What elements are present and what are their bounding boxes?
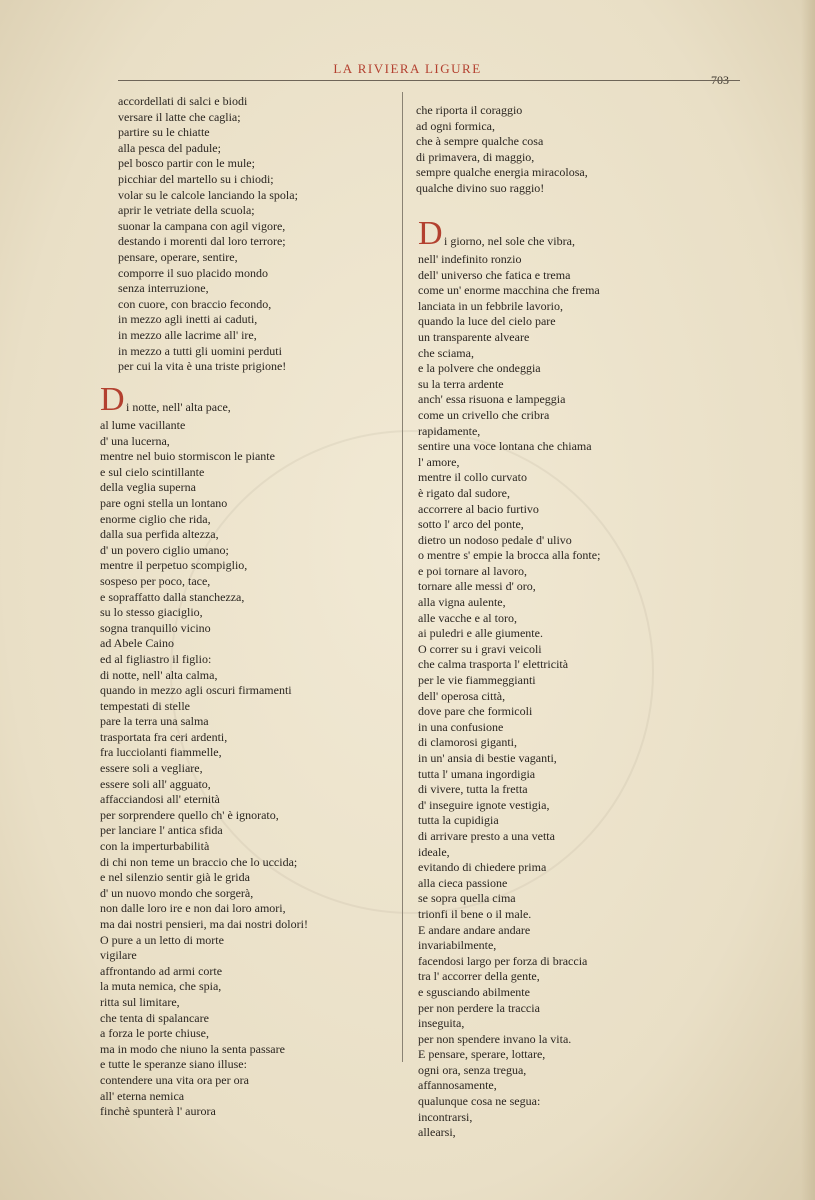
poem-line: tra l' accorrer della gente, [418, 969, 540, 984]
poem-column-right-top [416, 103, 588, 197]
poem-line: e nel silenzio sentir già le grida [100, 870, 250, 885]
poem-line: in mezzo a tutti gli uomini perduti [118, 343, 282, 358]
poem-line: su lo stesso giaciglio, [100, 605, 203, 620]
poem-line: lanciata in un febbrile lavorio, [418, 298, 563, 313]
poem-line: di notte, nell' alta calma, [100, 667, 218, 682]
poem-line: mentre il perpetuo scompiglio, [100, 558, 248, 573]
poem-line: l' amore, [418, 454, 460, 469]
poem-line: contendere una vita ora per ora [100, 1072, 249, 1087]
poem-line: mentre nel buio stormiscon le piante [100, 449, 275, 464]
poem-line: tutta l' umana ingordigia [418, 766, 536, 781]
stanza-lines [100, 418, 308, 1120]
poem-line: e tutte le speranze siano illuse: [100, 1057, 247, 1072]
poem-line: e poi tornare al lavoro, [418, 563, 527, 578]
poem-line: d' una lucerna, [100, 433, 170, 448]
poem-line: in un' ansia di bestie vaganti, [418, 751, 557, 765]
poem-line: fra lucciolanti fiammelle, [100, 745, 222, 760]
poem-line: accordellati di salci e biodi [118, 94, 248, 108]
poem-line: rapidamente, [418, 423, 481, 438]
poem-line: pel bosco partir con le mule; [118, 156, 255, 171]
poem-line: con cuore, con braccio fecondo, [118, 296, 272, 311]
poem-line: che calma trasporta l' elettricità [418, 657, 569, 672]
poem-line: tempestati di stelle [100, 698, 190, 713]
poem-line: comporre il suo placido mondo [118, 265, 268, 280]
poem-line: quando la luce del cielo pare [418, 314, 556, 329]
poem-line: come un crivello che cribra [418, 407, 550, 422]
stanza-first-line: i giorno, nel sole che vibra, [444, 234, 575, 248]
poem-line: dell' universo che fatica e trema [418, 267, 571, 282]
poem-column-left-stanza [100, 381, 308, 1120]
poem-line: dove pare che formicoli [418, 704, 533, 719]
drop-cap-letter: D [418, 215, 443, 252]
poem-line: e sopraffatto dalla stanchezza, [100, 589, 245, 604]
poem-line: sotto l' arco del ponte, [418, 517, 524, 532]
poem-line: di chi non teme un braccio che lo uccida; [100, 854, 298, 869]
poem-column-left-top [118, 94, 298, 375]
poem-line: sentire una voce lontana che chiama [418, 439, 592, 454]
poem-line: la muta nemica, che spia, [100, 979, 222, 994]
poem-line: picchiar del martello su i chiodi; [118, 171, 274, 186]
poem-line: alla cieca passione [418, 875, 508, 890]
poem-line: se sopra quella cima [418, 891, 516, 906]
header-rule [118, 80, 740, 81]
running-header-title: LA RIVIERA LIGURE [333, 61, 482, 76]
poem-line: dietro un nodoso pedale d' ulivo [418, 532, 572, 547]
poem-line: inseguita, [418, 1016, 465, 1031]
poem-line: invariabilmente, [418, 938, 497, 953]
poem-line: pare la terra una salma [100, 714, 209, 729]
poem-line: O pure a un letto di morte [100, 932, 224, 947]
poem-line: che sciama, [418, 345, 474, 360]
poem-line: e sul cielo scintillante [100, 464, 205, 479]
poem-line: per sorprendere quello ch' è ignorato, [100, 807, 279, 822]
poem-line: O correr su i gravi veicoli [418, 641, 542, 656]
poem-line: ma dai nostri pensieri, ma dai nostri dolori! [100, 917, 308, 931]
poem-line: qualche divino suo raggio! [416, 180, 545, 195]
poem-line: all' eterna nemica [100, 1088, 185, 1103]
poem-line: enorme ciglio che rida, [100, 511, 211, 526]
poem-line: ai puledri e alle giumente. [418, 626, 543, 641]
poem-line: evitando di chiedere prima [418, 860, 547, 875]
poem-line: sempre qualche energia miracolosa, [416, 165, 588, 180]
poem-line: nell' indefinito ronzio [418, 252, 522, 266]
poem-line: partire su le chiatte [118, 125, 210, 140]
poem-line: di primavera, di maggio, [416, 149, 535, 164]
drop-cap-letter: D [100, 381, 125, 418]
poem-line: E pensare, sperare, lottare, [418, 1047, 546, 1062]
poem-line: con la imperturbabilità [100, 839, 210, 854]
poem-line: finchè spunterà l' aurora [100, 1104, 216, 1119]
poem-line: un transparente alveare [418, 329, 530, 344]
poem-line: alla vigna aulente, [418, 595, 506, 610]
poem-line: aprir le vetriate della scuola; [118, 203, 255, 218]
poem-line: di vivere, tutta la fretta [418, 782, 528, 797]
poem-line: versare il latte che caglia; [118, 109, 241, 124]
poem-line: di arrivare presto a una vetta [418, 828, 555, 843]
poem-line: incontrarsi, [418, 1109, 473, 1124]
poem-line: accorrere al bacio furtivo [418, 501, 539, 516]
poem-line: ed al figliastro il figlio: [100, 651, 212, 666]
poem-line: che riporta il coraggio [416, 103, 523, 117]
poem-line: su la terra ardente [418, 376, 504, 391]
poem-line: dell' operosa città, [418, 688, 506, 703]
poem-line: alla pesca del padule; [118, 140, 221, 155]
poem-line: mentre il collo curvato [418, 470, 527, 485]
poem-line: della veglia superna [100, 480, 196, 495]
stanza-opening [418, 215, 600, 252]
poem-line: d' un nuovo mondo che sorgerà, [100, 885, 254, 900]
poem-line: ad Abele Caino [100, 636, 174, 651]
poem-line: affrontando ad armi corte [100, 963, 223, 978]
poem-line: per cui la vita è una triste prigione! [118, 359, 287, 374]
poem-line: ma in modo che niuno la senta passare [100, 1041, 285, 1056]
stanza-lines [418, 252, 600, 1141]
poem-line: ogni ora, senza tregua, [418, 1062, 527, 1077]
poem-line: vigilare [100, 948, 137, 963]
poem-line: per lanciare l' antica sfida [100, 823, 223, 838]
stanza-first-line: i notte, nell' alta pace, [126, 400, 231, 414]
poem-line: essere soli a vegliare, [100, 761, 203, 776]
poem-line: quando in mezzo agli oscuri firmamenti [100, 683, 292, 698]
poem-line: trasportata fra ceri ardenti, [100, 729, 228, 744]
poem-line: destando i morenti dal loro terrore; [118, 234, 286, 249]
poem-line: affacciandosi all' eternità [100, 792, 220, 807]
poem-line: ad ogni formica, [416, 118, 495, 133]
poem-line: che tenta di spalancare [100, 1010, 209, 1025]
poem-line: alle vacche e al toro, [418, 610, 517, 625]
poem-line: E andare andare andare [418, 922, 531, 937]
poem-line: in mezzo agli inetti ai caduti, [118, 312, 258, 327]
poem-line: allearsi, [418, 1125, 456, 1140]
poem-line: che à sempre qualche cosa [416, 134, 544, 149]
poem-line: essere soli all' agguato, [100, 776, 211, 791]
page-number: 703 [711, 73, 729, 87]
poem-line: sospeso per poco, tace, [100, 573, 211, 588]
poem-line: in una confusione [418, 719, 504, 734]
poem-line: sogna tranquillo vicino [100, 620, 211, 635]
column-divider [402, 92, 403, 1062]
poem-line: d' un povero ciglio umano; [100, 542, 229, 557]
stanza-opening [100, 381, 308, 418]
poem-line: e sgusciando abilmente [418, 984, 530, 999]
poem-line: volar su le calcole lanciando la spola; [118, 187, 298, 202]
poem-line: tutta la cupidigia [418, 813, 499, 828]
poem-line: in mezzo alle lacrime all' ire, [118, 327, 257, 342]
poem-column-right-stanza [418, 215, 601, 1141]
poem-line: senza interruzione, [118, 281, 209, 296]
poem-line: per le vie fiammeggianti [418, 673, 536, 688]
poem-line: ritta sul limitare, [100, 994, 180, 1009]
poem-line: al lume vacillante [100, 418, 186, 432]
poem-line: non dalle loro ire e non dai loro amori, [100, 901, 286, 916]
poem-line: facendosi largo per forza di braccia [418, 953, 588, 968]
poem-line: pare ogni stella un lontano [100, 495, 228, 510]
page-edge-shadow [801, 0, 815, 1200]
poem-line: d' inseguire ignote vestigia, [418, 797, 550, 812]
poem-line: trionfi il bene o il male. [418, 906, 532, 921]
poem-line: come un' enorme macchina che frema [418, 283, 600, 298]
poem-line: qualunque cosa ne segua: [418, 1094, 541, 1109]
poem-line: a forza le porte chiuse, [100, 1026, 209, 1041]
poem-line: e la polvere che ondeggia [418, 361, 541, 376]
poem-line: di clamorosi giganti, [418, 735, 517, 750]
poem-line: ideale, [418, 844, 450, 859]
poem-line: tornare alle messi d' oro, [418, 579, 536, 594]
poem-line: suonar la campana con agil vigore, [118, 218, 286, 233]
poem-line: dalla sua perfida altezza, [100, 527, 219, 542]
poem-line: per non perdere la traccia [418, 1000, 540, 1015]
poem-line: affannosamente, [418, 1078, 497, 1093]
poem-line: per non spendere invano la vita. [418, 1031, 572, 1046]
poem-line: anch' essa risuona e lampeggia [418, 392, 566, 407]
poem-line: pensare, operare, sentire, [118, 249, 238, 264]
poem-line: o mentre s' empie la brocca alla fonte; [418, 548, 601, 563]
poem-line: è rigato dal sudore, [418, 485, 510, 500]
